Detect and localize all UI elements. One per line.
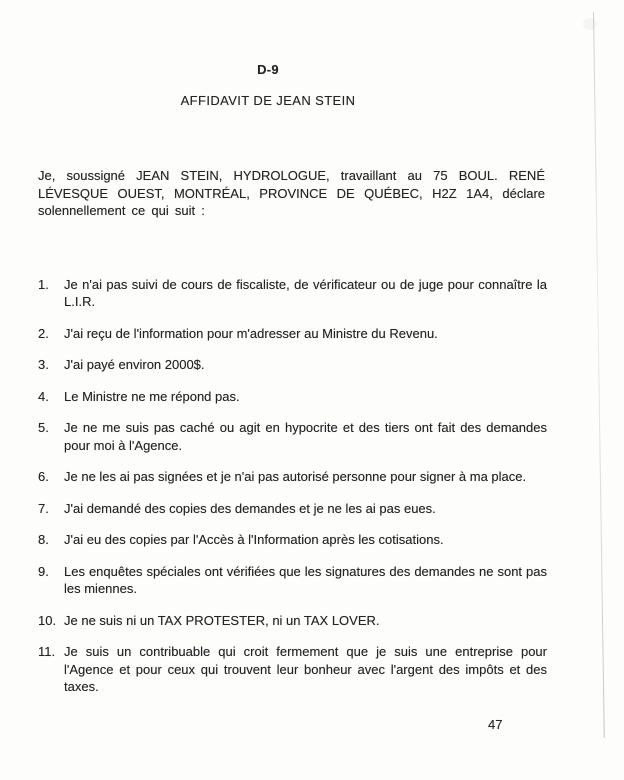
affidavit-item bbox=[38, 419, 547, 454]
item-number: 1. bbox=[38, 276, 49, 292]
item-number: 5. bbox=[38, 420, 49, 435]
affidavit-item bbox=[38, 468, 547, 486]
item-text: Je n'ai pas suivi de cours de fiscaliste, de vérificateur ou de juge pour connaître la L.I.R. bbox=[64, 276, 547, 309]
affidavit-item bbox=[38, 612, 547, 630]
item-number: 4. bbox=[38, 388, 49, 404]
item-number: 7. bbox=[38, 500, 49, 516]
page-number: 47 bbox=[488, 717, 503, 732]
item-number: 9. bbox=[38, 563, 49, 579]
item-text: J'ai demandé des copies des demandes et je ne les ai pas eues. bbox=[64, 500, 436, 516]
affidavit-item bbox=[38, 356, 547, 374]
item-text: Les enquêtes spéciales ont vérifiées que les signatures des demandes ne sont pas les miennes. bbox=[64, 563, 547, 596]
item-number: 11. bbox=[38, 644, 56, 659]
scan-artifact-line bbox=[593, 12, 605, 738]
affidavit-item bbox=[38, 643, 547, 696]
affidavit-numbered-list bbox=[38, 276, 547, 696]
item-number: 8. bbox=[38, 532, 49, 547]
item-text: Je ne me suis pas caché ou agit en hypocrite et des tiers ont fait des demandes pour moi à l'Agence. bbox=[64, 420, 547, 453]
scan-smudge bbox=[583, 18, 597, 30]
item-text: Je ne les ai pas signées et je n'ai pas autorisé personne pour signer à ma place. bbox=[64, 469, 527, 484]
affidavit-item bbox=[38, 500, 547, 518]
affidavit-item bbox=[38, 531, 547, 549]
item-number: 3. bbox=[38, 357, 49, 372]
item-text: Je suis un contribuable qui croit fermement que je suis une entreprise pour l'Agence et pour ceux qui trouvent leur bonheur avec l'argent des impôts et des taxes. bbox=[64, 644, 547, 694]
affidavit-item bbox=[38, 388, 547, 406]
document-header bbox=[38, 61, 498, 109]
item-text: Je ne suis ni un TAX PROTESTER, ni un TAX LOVER. bbox=[64, 612, 380, 628]
item-text: Le Ministre ne me répond pas. bbox=[64, 388, 240, 404]
item-text: J'ai payé environ 2000$. bbox=[64, 357, 205, 372]
affidavit-item bbox=[38, 276, 547, 311]
item-text: J'ai reçu de l'information pour m'adresser au Ministre du Revenu. bbox=[64, 325, 438, 341]
affidavit-item bbox=[38, 325, 547, 343]
item-text: J'ai eu des copies par l'Accès à l'Information après les cotisations. bbox=[64, 532, 444, 547]
affidavit-item bbox=[38, 563, 547, 598]
intro-paragraph: Je, soussigné JEAN STEIN, HYDROLOGUE, travaillant au 75 BOUL. RENÉ LÉVESQUE OUEST, MONTRÉAL, PROVINCE DE QUÉBEC, H2Z 1A4, déclare solennellement ce qui suit : bbox=[38, 168, 545, 218]
item-number: 6. bbox=[38, 469, 49, 484]
item-number: 2. bbox=[38, 325, 49, 341]
item-number: 10. bbox=[38, 612, 57, 628]
exhibit-label: D-9 bbox=[257, 62, 279, 77]
document-title: AFFIDAVIT DE JEAN STEIN bbox=[180, 92, 356, 108]
